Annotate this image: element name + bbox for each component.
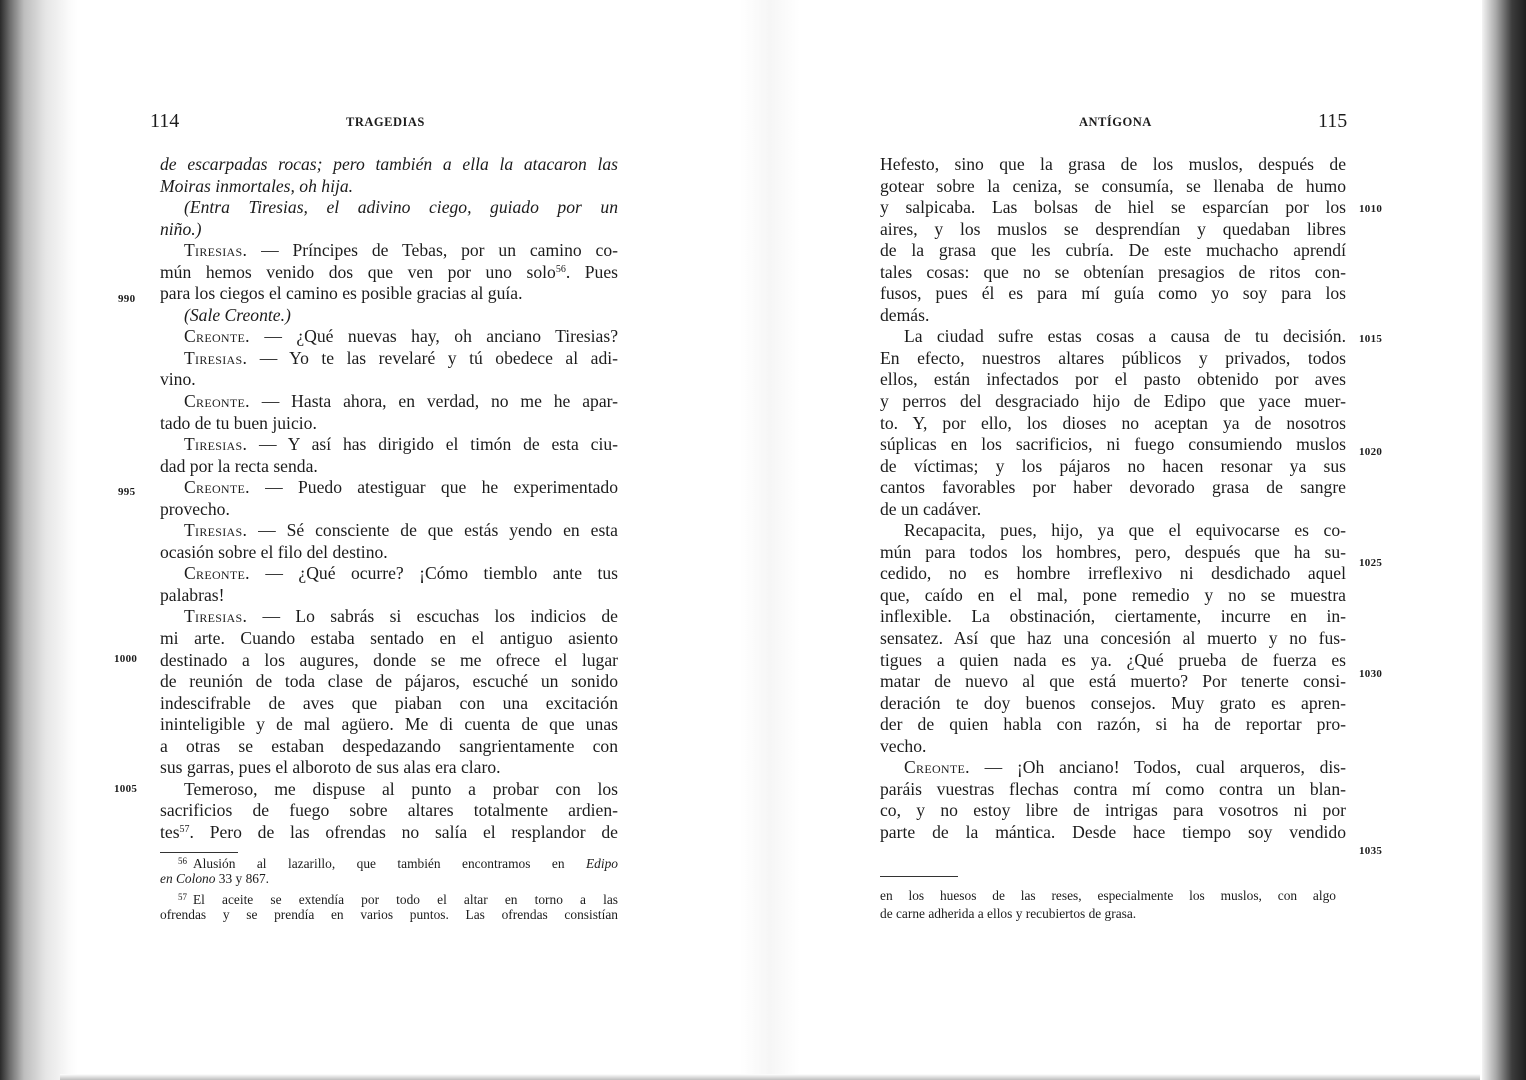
speech-line: Tiresias. — Príncipes de Tebas, por un camino co- <box>184 240 618 261</box>
text-line: to. Y, por ello, los dioses no aceptan ya de nosotros <box>880 412 1346 433</box>
book-spine-shadow-left <box>0 0 78 1080</box>
verse-number: 1030 <box>1359 668 1383 680</box>
speaker-name: Creonte. <box>904 757 970 778</box>
text-line: demás. <box>880 304 930 325</box>
text-line: co, y no estoy libre de intrigas para vosotros ni por <box>880 800 1346 821</box>
verse-number: 1015 <box>1359 333 1383 345</box>
speaker-name: Tiresias. <box>184 606 248 627</box>
text-line: cantos favorables por haber devorado grasa de sangre <box>880 477 1346 498</box>
verse-number: 1025 <box>1359 557 1383 569</box>
speech-line: Creonte. — ¡Oh anciano! Todos, cual arqueros, dis- <box>904 757 1346 778</box>
text-line: Temeroso, me dispuse al punto a probar con los <box>184 778 618 799</box>
text-line: para los ciegos el camino es posible gracias al guía. <box>160 283 523 304</box>
footnote-line: en Colono 33 y 867. <box>160 871 269 886</box>
stage-direction: niño.) <box>160 218 202 239</box>
text-line: Hefesto, sino que la grasa de los muslos, después de <box>880 154 1346 174</box>
speaker-name: Tiresias. <box>184 434 248 455</box>
text-line: cedido, no es hombre irreflexivo ni desdichado aquel <box>880 563 1346 584</box>
text-line: deración te doy buenos consejos. Muy grato es apren- <box>880 692 1346 713</box>
text-line: palabras! <box>160 584 225 605</box>
text-line: aires, y los muslos se desprendían y quedaban libres <box>880 218 1346 239</box>
verse-number: 1020 <box>1359 446 1383 458</box>
text-line: de reunión de toda clase de pájaros, escuché un sonido <box>160 671 618 692</box>
text-line: de un cadáver. <box>880 498 982 519</box>
text-line: mi arte. Cuando estaba sentado en el antiguo asiento <box>160 628 618 649</box>
text-line: matar de nuevo al que está muerto? Por tenerte consi- <box>880 671 1346 692</box>
text-line: de víctimas; y los pájaros no hacen resonar ya sus <box>880 455 1346 476</box>
speech-line: Tiresias. — Lo sabrás si escuchas los indicios de <box>184 606 618 627</box>
speech-line: Tiresias. — Y así has dirigido el timón de esta ciu- <box>184 434 618 455</box>
speaker-name: Tiresias. <box>184 520 248 541</box>
speaker-name: Tiresias. <box>184 347 248 368</box>
footnote-line: de carne adherida a ellos y recubiertos de grasa. <box>880 906 1137 921</box>
text-line: gotear sobre la ceniza, se consumía, se llenaba de humo <box>880 175 1346 196</box>
speaker-name: Creonte. <box>184 563 250 584</box>
book-edge-shadow-right <box>1482 0 1526 1080</box>
text-line: mún hemos venido dos que ven por uno solo$^{56}$. Pues <box>160 261 619 282</box>
footnote-ref: 56 <box>555 263 566 275</box>
speech-line: Tiresias. — Sé consciente de que estás yendo en esta <box>184 520 618 541</box>
footnote-ref: 57 <box>179 823 190 835</box>
text-line: ellos, están infectados por el pasto obtenido por aves <box>880 369 1346 390</box>
text-line: sensatez. Así que haz una concesión al muerto y no fus- <box>880 628 1346 649</box>
text-line: tado de tu buen juicio. <box>160 412 317 433</box>
text-line: paráis vuestras flechas contra mí como contra un blan- <box>880 778 1346 799</box>
footnote-line: ofrendas y se prendía en varios puntos. Las ofrendas consistían <box>160 907 618 922</box>
speech-line: Creonte. — Puedo atestiguar que he experimentado <box>184 477 618 498</box>
verse-number: 990 <box>118 293 136 305</box>
text-line: fusos, pues él es para mí guía como yo soy para los <box>880 283 1346 304</box>
verse-number: 995 <box>118 486 136 498</box>
running-head: TRAGEDIAS <box>346 115 425 129</box>
text-line: der de quien habla con razón, si ha de reportar pro- <box>880 714 1346 735</box>
text-line: súplicas en los sacrificios, ni fuego consumiendo muslos <box>880 434 1346 455</box>
speaker-name: Creonte. <box>184 477 250 498</box>
footnote: $^{57}$ El aceite se extendía por todo el altar en torno a las <box>178 892 618 907</box>
text-line: tales cosas: que no se obtenían presagios de ritos con- <box>880 261 1346 282</box>
footnotes <box>880 887 1336 923</box>
footnotes <box>160 852 618 924</box>
text-line: y salpicaba. Las bolsas de hiel se esparcían por los <box>880 197 1346 218</box>
stage-direction: (Sale Creonte.) <box>184 304 291 325</box>
text-line: dad por la recta senda. <box>160 455 318 476</box>
text-line: Moiras inmortales, oh hija. <box>160 175 354 196</box>
footnote: $^{56}$ Alusión al lazarillo, que también encontramos en Edipo <box>178 856 618 871</box>
main-text <box>880 154 1346 844</box>
running-head: ANTÍGONA <box>1079 115 1152 129</box>
text-line: y perros del desgraciado hijo de Edipo que yace muer- <box>880 391 1346 412</box>
text-line: de la grasa que les cubría. De este muchacho aprendí <box>880 240 1346 261</box>
text-line: inflexible. La obstinación, ciertamente, incurre en in- <box>880 606 1346 627</box>
footnote-rule <box>880 876 958 877</box>
speech-line: Tiresias. — Yo te las revelaré y tú obedece al adi- <box>184 347 618 368</box>
page-number: 115 <box>1318 110 1348 132</box>
footnote-mark: 57 <box>178 892 187 902</box>
verse-number: 1035 <box>1359 845 1383 857</box>
text-line: mún para todos los hombres, pero, después que ha su- <box>880 541 1346 562</box>
text-line: sacrificios de fuego sobre altares totalmente ardien- <box>160 800 618 821</box>
text-line: La ciudad sufre estas cosas a causa de tu decisión. <box>904 326 1346 347</box>
text-line: Recapacita, pues, hijo, ya que el equivocarse es co- <box>904 520 1346 541</box>
page-bottom-edge <box>60 1074 1480 1080</box>
verse-number: 1005 <box>114 783 138 795</box>
verse-number: 1010 <box>1359 203 1383 215</box>
speaker-name: Tiresias. <box>184 240 248 261</box>
page-number: 114 <box>150 110 180 132</box>
verse-number: 1000 <box>114 653 138 665</box>
speaker-name: Creonte. <box>184 326 250 347</box>
text-line: a otras se estaban despedazando sangrientamente con <box>160 735 618 756</box>
text-line: parte de la mántica. Desde hace tiempo soy vendido <box>880 821 1346 842</box>
text-line: indescifrable de aves que piaban con una excitación <box>160 692 618 713</box>
speaker-name: Creonte. <box>184 391 250 412</box>
text-line: sus garras, pues el alboroto de sus alas era claro. <box>160 757 501 778</box>
speech-line: Creonte. — ¿Qué nuevas hay, oh anciano Tiresias? <box>184 326 618 347</box>
text-line: vecho. <box>880 735 927 756</box>
text-line: provecho. <box>160 498 230 519</box>
stage-direction: (Entra Tiresias, el adivino ciego, guiado por un <box>184 197 618 218</box>
text-line: destinado a los augures, donde se me ofrece el lugar <box>160 649 618 670</box>
text-line: ininteligible y de mal agüero. Me di cuenta de que unas <box>160 714 618 735</box>
book-gutter <box>740 0 800 1080</box>
text-line: tigues a quien nada es ya. ¿Qué prueba de fuerza es <box>880 649 1346 670</box>
speech-line: Creonte. — ¿Qué ocurre? ¡Cómo tiemblo ante tus <box>184 563 618 584</box>
text-line: vino. <box>160 369 196 390</box>
text-line: tes$^{57}$. Pero de las ofrendas no salía el resplandor de <box>160 821 618 842</box>
footnote-mark: 56 <box>178 856 187 866</box>
text-line: En efecto, nuestros altares públicos y privados, todos <box>880 347 1346 368</box>
footnote-line: en los huesos de las reses, especialmente los muslos, con algo <box>880 888 1336 903</box>
text-line: que, caído en el mal, pone remedio y no se muestra <box>880 584 1346 605</box>
speech-line: Creonte. — Hasta ahora, en verdad, no me he apar- <box>184 391 618 412</box>
text-line: ocasión sobre el filo del destino. <box>160 541 388 562</box>
text-line: de escarpadas rocas; pero también a ella la atacaron las <box>160 154 618 174</box>
main-text <box>160 154 618 844</box>
